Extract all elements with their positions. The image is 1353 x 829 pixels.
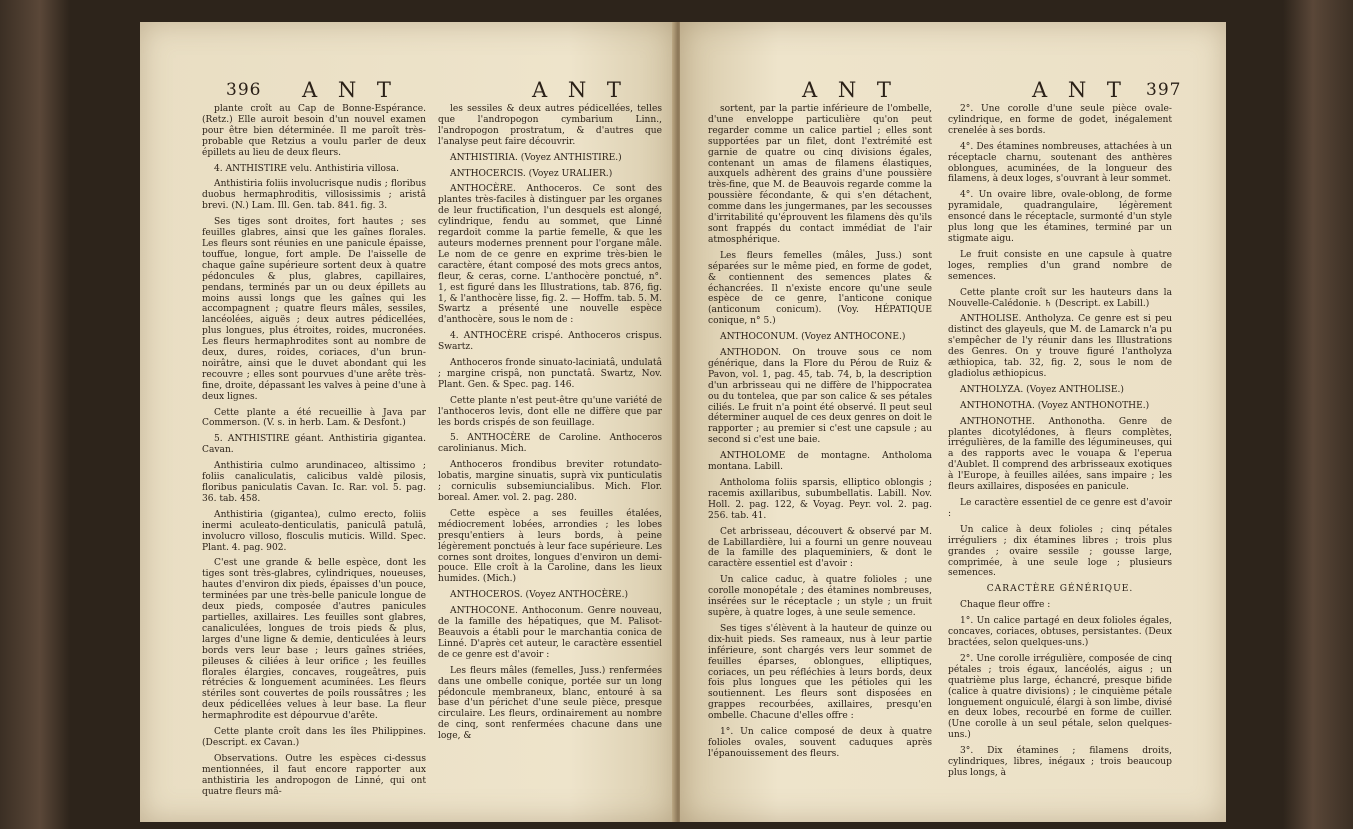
paragraph: Observations. Outre les espèces ci-dessus mentionnées, il faut encore rapporter aux anthistiria les andropogon de Linné, qui ont quatre fleurs mâ- bbox=[202, 753, 426, 797]
paragraph: Cette plante n'est peut-être qu'une variété de l'anthoceros levis, dont elle ne diffère que par les bords crispés de son feuillage. bbox=[438, 395, 662, 428]
running-head: A N T bbox=[532, 78, 628, 102]
paragraph: ANTHODON. On trouve sous ce nom générique, dans la Flore du Pérou de Ruiz & Pavon, vol. 1, pag. 45, tab. 74, b, la description d'un arbrisseau qui ne diffère de l'hippocratea ou du tontelea, que par son calice & ses pétales ciliés. Le fruit n'a point été observé. Il peut seul déterminer auquel de ces deux genres on doit le rapporter ; au premier si c'est une capsule ; au second si c'est une baie. bbox=[708, 348, 932, 446]
paragraph: ANTHOLOME de montagne. Antholoma montana. Labill. bbox=[708, 451, 932, 473]
paragraph: Cette plante croît dans les îles Philippines. (Descript. ex Cavan.) bbox=[202, 727, 426, 748]
text-column bbox=[438, 104, 662, 747]
paragraph: Les fleurs mâles (femelles, Juss.) renfermées dans une ombelle conique, portée sur un long pédoncule membraneux, blanc, entouré à sa base d'un périchet d'une seule pièce, presque circulaire. Les fleurs, ordinairement au nombre de cinq, sont renfermées chacune dans une loge, & bbox=[438, 665, 662, 742]
paragraph: ANTHOCONUM. (Voyez ANTHOCONE.) bbox=[720, 332, 906, 343]
page-number: 397 bbox=[1146, 80, 1182, 100]
paragraph: C'est une grande & belle espèce, dont les tiges sont très-glabres, cylindriques, noueuses, hautes d'environ dix pieds, épaisses d'un pouce, terminées par une très-belle panicule longue de deux pieds, composée d'autres panicules partielles, axillaires. Les feuilles sont glabres, canaliculées, longues de trois pieds & plus, larges d'une ligne & demie, denticulées à leurs bords vers leur base ; leurs gaînes striées, pileuses & ciliées à leur orifice ; les feuilles florales élargies, concaves, rougeâtres, puis rétrécies & longuement acuminées. Les fleurs stériles sont couvertes de poils roussâtres ; les deux pédicellées velues à leur base. La fleur hermaphrodite est dépourvue d'arête. bbox=[202, 558, 426, 722]
running-head: A N T bbox=[1032, 78, 1128, 102]
text-column bbox=[708, 104, 932, 765]
left-page-header bbox=[140, 60, 676, 100]
paragraph: ANTHOLYZA. (Voyez ANTHOLISE.) bbox=[960, 384, 1124, 395]
paragraph: Cet arbrisseau, découvert & observé par M. de Labillardière, lui a fourni un genre nouveau de la famille des plaqueminiers, & dont le caractère essentiel est d'avoir : bbox=[708, 526, 932, 570]
paragraph: 4. ANTHISTIRE velu. Anthistiria villosa. bbox=[214, 163, 399, 174]
paragraph: Anthistiria culmo arundinaceo, altissimo ; foliis canaliculatis, calicibus valdè pilosis, floribus paniculatis Cavan. Ic. Rar. vol. 5. pag. 36. tab. 458. bbox=[202, 461, 426, 504]
paragraph: Cette plante a été recueillie à Java par Commerson. (V. s. in herb. Lam. & Desfont.) bbox=[202, 407, 426, 429]
paragraph: ANTHONOTHA. (Voyez ANTHONOTHE.) bbox=[960, 400, 1150, 411]
paragraph: Antholoma foliis sparsis, elliptico oblongis ; racemis axillaribus, subumbellatis. Labill. Nov. Holl. 2. pag. 122, & Voyag. Peyr. vol. 2. pag. 256. tab. 41. bbox=[708, 478, 932, 521]
page-number: 396 bbox=[226, 80, 262, 100]
running-head: A N T bbox=[302, 78, 398, 102]
paragraph: CARACTÈRE GÉNÉRIQUE. bbox=[986, 584, 1134, 595]
paragraph: 2°. Une corolle d'une seule pièce ovale-cylindrique, en forme de godet, inégalement crenelée à ses bords. bbox=[948, 104, 1172, 136]
paragraph: Un calice à deux folioles ; cinq pétales irréguliers ; dix étamines libres ; trois plus grandes ; ovaire sessile ; gousse large, comprimée, à une seule loge ; plusieurs semences. bbox=[948, 524, 1172, 579]
paragraph: Anthoceros fronde sinuato-laciniatâ, undulatâ ; margine crispâ, non punctatâ. Swartz, Nov. Plant. Gen. & Spec. pag. 146. bbox=[438, 358, 662, 390]
paragraph: Le caractère essentiel de ce genre est d'avoir : bbox=[948, 498, 1172, 519]
paragraph: 5. ANTHISTIRE géant. Anthistiria gigantea. Cavan. bbox=[202, 434, 426, 456]
paragraph: Un calice caduc, à quatre folioles ; une corolle monopétale ; des étamines nombreuses, insérées sur le réceptacle ; un style ; un fruit supère, à quatre loges, à une seule semence. bbox=[708, 575, 932, 618]
paragraph: 4. ANTHOCÈRE crispé. Anthoceros crispus. Swartz. bbox=[438, 331, 662, 353]
paragraph: Ses tiges sont droites, fort hautes ; ses feuilles glabres, ainsi que les gaînes florales. Les fleurs sont réunies en une panicule épaisse, touffue, longue, fort ample. De l'aisselle de chaque gaîne supérieure sortent deux à quatre pédoncules & plus, glabres, capillaires, pendans, terminés par un ou deux épillets au moins aussi longs que les gaînes qui les accompagnent ; quatre fleurs mâles, sessiles, lancéolées, aiguës ; deux autres pédicellées, plus longues, plus étroites, roides, mucronées. Les fleurs hermaphrodites sont au nombre de deux, dures, roides, coriaces, d'un brun-noirâtre, ainsi que le duvet abondant qui les recouvre ; elles sont pourvues d'une arête très-fine, droite, dépassant les valves à peine d'une à deux lignes. bbox=[202, 217, 426, 402]
right-page bbox=[680, 22, 1226, 822]
paragraph: Anthistiria (gigantea), culmo erecto, foliis inermi aculeato-denticulatis, paniculâ patulâ, involucro villoso, flosculis muticis. Willd. Spec. Plant. 4. pag. 902. bbox=[202, 509, 426, 553]
paragraph: sortent, par la partie inférieure de l'ombelle, d'une enveloppe particulière qu'on peut regarder comme un calice partiel ; elles sont supportées par un filet, dont l'extrémité est garnie de quatre ou cinq divisions égales, contenant un amas de filamens élastiques, auxquels adhèrent des grains d'une poussière très-fine, que M. de Beauvois regarde comme la poussière fécondante, & qui s'en détachent, comme dans les jungermanes, par les secousses d'irritabilité qu'éprouvent les filamens dès qu'ils sont frappés du contact immédiat de l'air atmosphérique. bbox=[708, 104, 932, 245]
paragraph: 3°. Dix étamines ; filamens droits, cylindriques, libres, inégaux ; trois beaucoup plus longs, à bbox=[948, 746, 1172, 778]
paragraph: ANTHOCERCIS. (Voyez URALIER.) bbox=[450, 168, 613, 179]
text-column bbox=[948, 104, 1172, 784]
paragraph: 1°. Un calice partagé en deux folioles égales, concaves, coriaces, obtuses, persistantes. (Deux bractées, selon quelques-uns.) bbox=[948, 616, 1172, 648]
paragraph: ANTHOCEROS. (Voyez ANTHOCÈRE.) bbox=[450, 590, 629, 601]
paragraph: 1°. Un calice composé de deux à quatre folioles ovales, souvent caduques après l'épanouissement des fleurs. bbox=[708, 727, 932, 759]
paragraph: Ses tiges s'élèvent à la hauteur de quinze ou dix-huit pieds. Ses rameaux, nus à leur partie inférieure, sont chargés vers leur sommet de feuilles éparses, oblongues, elliptiques, coriaces, un peu réfléchies à leurs bords, deux fois plus longues que les pétioles qui les soutiennent. Les fleurs sont disposées en grappes recourbées, axillaires, presqu'en ombelle. Chacune d'elles offre : bbox=[708, 623, 932, 722]
right-page-header bbox=[680, 60, 1226, 100]
paragraph: Cette plante croît sur les hauteurs dans la Nouvelle-Calédonie. ♄ (Descript. ex Labill.) bbox=[948, 287, 1172, 309]
paragraph: ANTHONOTHE. Anthonotha. Genre de plantes dicotylédones, à fleurs complètes, irrégulières, de la famille des légumineuses, qui a des rapports avec le vouapa & l'eperua d'Aublet. Il comprend des arbrisseaux exotiques à l'Europe, à feuilles ailées, sans impaire ; les fleurs axillaires, disposées en panicule. bbox=[948, 416, 1172, 493]
paragraph: ANTHOCÈRE. Anthoceros. Ce sont des plantes très-faciles à distinguer par les organes de leur fructification, l'un desquels est alongé, cylindrique, fendu au sommet, que Linné regardoit comme la partie femelle, & que les auteurs modernes prennent pour l'organe mâle. Le nom de ce genre en exprime très-bien le caractère, étant composé des mots grecs antos, fleur, & ceras, corne. L'anthocère ponctué, n°. 1, est figuré dans les Illustrations, tab. 876, fig. 1, & l'anthocère lisse, fig. 2. — Hoffm. tab. 5. M. Swartz a présenté une nouvelle espèce d'anthocère, sous le nom de : bbox=[438, 184, 662, 326]
paragraph: Anthistiria foliis involucrisque nudis ; floribus duobus hermaphroditis, villosissimis ; aristâ brevi. (N.) Lam. Ill. Gen. tab. 841. fig. 3. bbox=[202, 179, 426, 212]
paragraph: les sessiles & deux autres pédicellées, telles que l'andropogon cymbarium Linn., l'andropogon prostratum, & d'autres que l'analyse peut faire découvrir. bbox=[438, 104, 662, 147]
paragraph: plante croît au Cap de Bonne-Espérance. (Retz.) Elle auroit besoin d'un nouvel examen pour être bien déterminée. Il me paroît très-probable que Retzius a voulu parler de deux épillets au lieu de deux fleurs. bbox=[202, 104, 426, 158]
paragraph: 4°. Un ovaire libre, ovale-oblong, de forme pyramidale, quadrangulaire, légèrement ensoncé dans le réceptacle, surmonté d'un style plus long que les étamines, terminé par un stigmate aigu. bbox=[948, 190, 1172, 244]
paragraph: ANTHOLISE. Antholyza. Ce genre est si peu distinct des glayeuls, que M. de Lamarck n'a pu s'empêcher de l'y réunir dans les Illustrations des Genres. On y trouve figuré l'antholyza æthiopica, tab. 32, fig. 2, sous le nom de gladiolus æthiopicus. bbox=[948, 314, 1172, 379]
paragraph: 2°. Une corolle irrégulière, composée de cinq pétales ; trois égaux, lancéolés, aigus ; un quatrième plus large, échancré, presque bifide (calice à quatre divisions) ; le cinquième pétale longuement onguiculé, élargi à son limbe, divisé en deux lobes, recourbé en forme de cuiller. (Une corolle à un seul pétale, selon quelques-uns.) bbox=[948, 653, 1172, 741]
paragraph: Chaque fleur offre : bbox=[960, 600, 1051, 611]
running-head: A N T bbox=[802, 78, 898, 102]
paragraph: Le fruit consiste en une capsule à quatre loges, remplies d'un grand nombre de semences. bbox=[948, 249, 1172, 282]
paragraph: Les fleurs femelles (mâles, Juss.) sont séparées sur le même pied, en forme de godet, & contiennent des semences plates & échancrées. Il n'existe encore qu'une seule espèce de ce genre, l'anticone conique (anticonum conicum). (Voy. HÉPATIQUE conique, n° 5.) bbox=[708, 250, 932, 327]
text-column bbox=[202, 104, 426, 802]
paragraph: ANTHOCONE. Anthoconum. Genre nouveau, de la famille des hépatiques, que M. Palisot-Beauvois a établi pour le marchantia conica de Linné. D'après cet auteur, le caractère essentiel de ce genre est d'avoir : bbox=[438, 606, 662, 660]
paragraph: Anthoceros frondibus breviter rotundato-lobatis, margine sinuatis, suprà vix punticulatis ; corniculis subsemiuncialibus. Mich. Flor. boreal. Amer. vol. 2. pag. 280. bbox=[438, 460, 662, 503]
paragraph: Cette espèce a ses feuilles étalées, médiocrement lobées, arrondies ; les lobes presqu'entiers à leurs bords, à peine légèrement ponctués à leur face supérieure. Les cornes sont droites, longues d'environ un demi-pouce. Elle croît à la Caroline, dans les lieux humides. (Mich.) bbox=[438, 508, 662, 585]
left-page bbox=[140, 22, 676, 822]
paragraph: 4°. Des étamines nombreuses, attachées à un réceptacle charnu, soutenant des anthères oblongues, acuminées, de la longueur des filamens, à deux loges, s'ouvrant à leur sommet. bbox=[948, 141, 1172, 185]
paragraph: ANTHISTIRIA. (Voyez ANTHISTIRE.) bbox=[450, 152, 622, 163]
paragraph: 5. ANTHOCÈRE de Caroline. Anthoceros carolinianus. Mich. bbox=[438, 433, 662, 455]
